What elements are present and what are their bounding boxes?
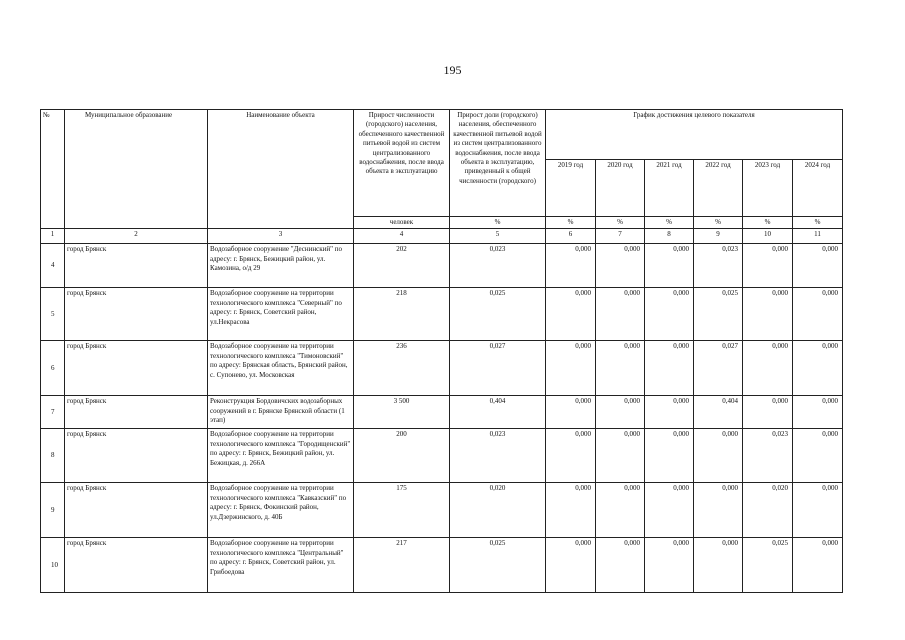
row-year-value: 0,000 xyxy=(596,341,645,396)
row-share: 0,023 xyxy=(450,429,546,483)
header-year-2024: 2024 год xyxy=(793,160,843,217)
row-number: 4 xyxy=(41,244,65,288)
row-people: 175 xyxy=(354,483,450,538)
header-row xyxy=(41,110,843,160)
row-number: 7 xyxy=(41,396,65,429)
unit-year-percent: % xyxy=(793,217,843,229)
table-row xyxy=(41,483,843,538)
row-year-value: 0,000 xyxy=(793,396,843,429)
column-index: 11 xyxy=(793,229,843,244)
table-row xyxy=(41,288,843,341)
row-object: Водозаборное сооружение на территории технологического комплекса "Тимоновский" по адресу: Брянская область, Брянский район, с. Супонево, ул. Московская xyxy=(208,341,354,396)
row-year-value: 0,000 xyxy=(793,483,843,538)
row-number: 6 xyxy=(41,341,65,396)
row-year-value: 0,000 xyxy=(694,429,743,483)
row-year-value: 0,000 xyxy=(743,396,793,429)
row-year-value: 0,000 xyxy=(596,244,645,288)
row-year-value: 0,000 xyxy=(793,341,843,396)
row-people: 217 xyxy=(354,538,450,593)
row-share: 0,027 xyxy=(450,341,546,396)
column-index: 9 xyxy=(694,229,743,244)
row-share: 0,025 xyxy=(450,288,546,341)
row-year-value: 0,000 xyxy=(546,429,596,483)
row-year-value: 0,000 xyxy=(743,341,793,396)
row-year-value: 0,000 xyxy=(645,244,694,288)
column-index: 2 xyxy=(65,229,208,244)
row-year-value: 0,025 xyxy=(743,538,793,593)
row-year-value: 0,000 xyxy=(596,396,645,429)
row-municipality: город Брянск xyxy=(65,483,208,538)
row-municipality: город Брянск xyxy=(65,429,208,483)
row-people: 3 500 xyxy=(354,396,450,429)
row-year-value: 0,000 xyxy=(793,288,843,341)
page-number: 195 xyxy=(443,63,462,77)
row-object: Водозаборное сооружение на территории технологического комплекса "Центральный" по адресу: г. Брянск, Советский район, ул. Грибоедова xyxy=(208,538,354,593)
row-year-value: 0,000 xyxy=(645,483,694,538)
table-row xyxy=(41,538,843,593)
table-row xyxy=(41,244,843,288)
row-year-value: 0,020 xyxy=(743,483,793,538)
row-year-value: 0,000 xyxy=(645,538,694,593)
row-object: Водозаборное сооружение на территории технологического комплекса "Городищенский" по адресу: г. Брянск, Бежицкий район, ул. Бежицкая, д. 266А xyxy=(208,429,354,483)
row-year-value: 0,000 xyxy=(546,396,596,429)
header-municipality: Муниципальное образование xyxy=(65,110,208,229)
row-share: 0,404 xyxy=(450,396,546,429)
row-year-value: 0,000 xyxy=(596,429,645,483)
row-year-value: 0,000 xyxy=(546,538,596,593)
header-year-2020: 2020 год xyxy=(596,160,645,217)
row-year-value: 0,000 xyxy=(645,341,694,396)
row-municipality: город Брянск xyxy=(65,538,208,593)
row-year-value: 0,000 xyxy=(596,483,645,538)
column-index: 4 xyxy=(354,229,450,244)
row-year-value: 0,000 xyxy=(793,244,843,288)
unit-year-percent: % xyxy=(743,217,793,229)
table-row xyxy=(41,341,843,396)
header-no: № xyxy=(41,110,65,229)
row-share: 0,025 xyxy=(450,538,546,593)
row-object: Водозаборное сооружение на территории технологического комплекса "Северный" по адресу: г. Брянск, Советский район, ул.Некрасова xyxy=(208,288,354,341)
table-row xyxy=(41,429,843,483)
unit-people: человек xyxy=(354,217,450,229)
header-year-2019: 2019 год xyxy=(546,160,596,217)
column-index: 6 xyxy=(546,229,596,244)
unit-year-percent: % xyxy=(694,217,743,229)
target-indicator-table xyxy=(40,109,843,593)
row-number: 8 xyxy=(41,429,65,483)
column-index: 5 xyxy=(450,229,546,244)
header-object: Наименование объекта xyxy=(208,110,354,229)
row-municipality: город Брянск xyxy=(65,341,208,396)
row-people: 218 xyxy=(354,288,450,341)
row-object: Водозаборное сооружение "Деснинский" по адресу: г. Брянск, Бежицкий район, ул. Камозина, о/д 29 xyxy=(208,244,354,288)
row-year-value: 0,000 xyxy=(694,538,743,593)
column-index: 3 xyxy=(208,229,354,244)
column-index: 7 xyxy=(596,229,645,244)
row-year-value: 0,000 xyxy=(645,288,694,341)
row-object: Реконструкция Бордовичских водозаборных сооружений в г. Брянске Брянской области (1 этап) xyxy=(208,396,354,429)
row-year-value: 0,000 xyxy=(743,288,793,341)
row-year-value: 0,000 xyxy=(645,396,694,429)
header-schedule: График достижения целевого показателя xyxy=(546,110,843,160)
row-municipality: город Брянск xyxy=(65,396,208,429)
row-municipality: город Брянск xyxy=(65,288,208,341)
unit-year-percent: % xyxy=(645,217,694,229)
row-year-value: 0,000 xyxy=(546,483,596,538)
header-year-2022: 2022 год xyxy=(694,160,743,217)
header-share-growth: Прирост доли (городского) населения, обеспеченного качественной питьевой водой из систем централизованного водоснабжения, после ввода объекта в эксплуатацию, приведенный к общей численности (городского) xyxy=(450,110,546,217)
header-population-growth: Прирост численности (городского) населения, обеспеченного качественной питьевой водой из систем централизованного водоснабжения, после ввода объекта в эксплуатацию xyxy=(354,110,450,217)
row-people: 200 xyxy=(354,429,450,483)
row-year-value: 0,027 xyxy=(694,341,743,396)
row-year-value: 0,000 xyxy=(645,429,694,483)
row-year-value: 0,000 xyxy=(546,244,596,288)
column-index-row xyxy=(41,229,843,244)
row-share: 0,020 xyxy=(450,483,546,538)
row-year-value: 0,000 xyxy=(694,483,743,538)
row-year-value: 0,023 xyxy=(743,429,793,483)
row-year-value: 0,025 xyxy=(694,288,743,341)
row-share: 0,023 xyxy=(450,244,546,288)
row-year-value: 0,000 xyxy=(596,538,645,593)
unit-year-percent: % xyxy=(596,217,645,229)
row-year-value: 0,023 xyxy=(694,244,743,288)
row-people: 202 xyxy=(354,244,450,288)
row-year-value: 0,404 xyxy=(694,396,743,429)
row-year-value: 0,000 xyxy=(793,538,843,593)
unit-percent: % xyxy=(450,217,546,229)
table-row xyxy=(41,396,843,429)
row-number: 5 xyxy=(41,288,65,341)
unit-year-percent: % xyxy=(546,217,596,229)
row-number: 9 xyxy=(41,483,65,538)
column-index: 1 xyxy=(41,229,65,244)
row-year-value: 0,000 xyxy=(596,288,645,341)
row-year-value: 0,000 xyxy=(793,429,843,483)
row-year-value: 0,000 xyxy=(546,341,596,396)
header-year-2023: 2023 год xyxy=(743,160,793,217)
column-index: 10 xyxy=(743,229,793,244)
row-year-value: 0,000 xyxy=(546,288,596,341)
row-municipality: город Брянск xyxy=(65,244,208,288)
row-object: Водозаборное сооружение на территории технологического комплекса "Кавказский" по адресу: г. Брянск, Фокинский район, ул.Дзержинского, д. 40Б xyxy=(208,483,354,538)
column-index: 8 xyxy=(645,229,694,244)
row-people: 236 xyxy=(354,341,450,396)
row-year-value: 0,000 xyxy=(743,244,793,288)
header-year-2021: 2021 год xyxy=(645,160,694,217)
row-number: 10 xyxy=(41,538,65,593)
